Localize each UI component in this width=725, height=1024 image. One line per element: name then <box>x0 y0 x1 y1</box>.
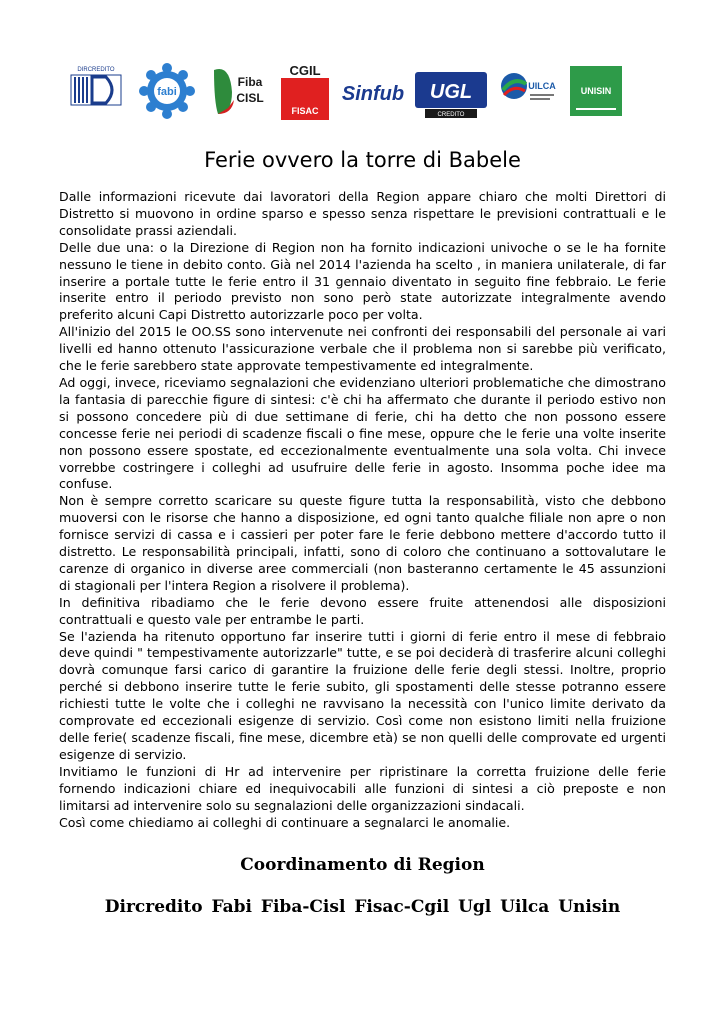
dircredito-logo <box>68 62 124 120</box>
paragraph: Non è sempre corretto scaricare su queste figure tutta la responsabilità, visto che debbono muoversi con le risorse che hanno a disposizione, ed ogni tanto qualche filiale non apre o non fornisce servizi di cassa e i cassieri per poter fare le ferie debbono mettere d'accordo tutto il distretto. Le responsabilità principali, infatti, sono di coloro che continuano a sottovalutare le carenze di organico in diverse aree commerciali (non basteranno certamente le 45 assunzioni di stagionali per l'intera Region a risolvere il problema). <box>59 493 666 593</box>
union-logos-strip <box>68 62 628 120</box>
svg-text:FISAC: FISAC <box>291 106 319 116</box>
svg-text:CGIL: CGIL <box>289 63 321 78</box>
document-title: Ferie ovvero la torre di Babele <box>204 148 521 172</box>
ugl-credito-logo <box>413 62 489 120</box>
svg-text:fabi: fabi <box>157 86 177 98</box>
paragraph: Delle due una: o la Direzione di Region non ha fornito indicazioni univoche o se le ha fornite nessuno le tiene in debito conto. Già nel 2014 l'azienda ha scelto , in maniera unilaterale, di far inserire a portale tutte le ferie entro il 31 gennaio diventato in seguito fine febbraio. Le ferie inserite entro il periodo previsto non sono però state autorizzate integralmente avendo preferito alcuni Capi Distretto autorizzarle poco per volta. <box>59 239 666 323</box>
fabi-logo <box>138 62 196 120</box>
svg-text:UNISIN: UNISIN <box>580 86 612 96</box>
svg-text:CREDITO: CREDITO <box>437 112 465 118</box>
svg-text:DIRCREDITO: DIRCREDITO <box>77 67 115 73</box>
uilca-logo <box>498 62 556 120</box>
paragraph: Dalle informazioni ricevute dai lavoratori della Region appare chiaro che molti Direttori di Distretto si muovono in ordine sparso e spesso senza rispettare le previsioni contrattuali e le consolidate prassi aziendali. <box>59 189 666 238</box>
sinfub-logo <box>342 62 404 120</box>
svg-text:UILCA: UILCA <box>528 81 556 91</box>
svg-text:CISL: CISL <box>236 91 264 105</box>
paragraph: Così come chiediamo ai colleghi di continuare a segnalarci le anomalie. <box>59 814 511 830</box>
svg-text:Sinfub: Sinfub <box>342 83 404 105</box>
fiba-cisl-logo <box>210 62 266 120</box>
paragraph: In definitiva ribadiamo che le ferie devono essere fruite attenendosi alle disposizioni contrattuali e questo vale per entrambe le parti. <box>59 594 666 627</box>
paragraph: Invitiamo le funzioni di Hr ad intervenire per ripristinare la corretta fruizione delle ferie fornendo indicazioni chiare ed inequivocabili alle funzioni di sintesi a ciò preposte e non limitarsi ad intervenire solo su segnalazioni delle organizzazioni sindacali. <box>59 763 666 813</box>
document-body <box>59 189 666 831</box>
paragraph: Se l'azienda ha ritenuto opportuno far inserire tutti i giorni di ferie entro il mese di febbraio deve quindi " tempestivamente autorizzarle" tutte, e se poi deciderà di trasferire alcuni colleghi dovrà comunque farsi carico di garantire la fruizione delle ferie degli stessi. Inoltre, proprio perché si debbono inserire tutte le ferie subito, gli spostamenti delle stesse potranno essere richiesti tutte le volte che i colleghi ne ravvisano la necessità con l'unico limite derivato da comprovate ed eccezionali esigenze di servizio. Così come non esistono limiti nella fruizione delle ferie( scadenze fiscali, fine mese, dicembre età) se non quelli delle comprovate ed urgenti esigenze di servizio. <box>59 628 666 762</box>
svg-text:UGL: UGL <box>429 81 473 103</box>
paragraph: All'inizio del 2015 le OO.SS sono intervenute nei confronti dei responsabili del personale ai vari livelli ed hanno ottenuto l'assicurazione verbale che il problema non si sarebbe più verificato, che le ferie sarebbero state approvate tempestivamente ed integralmente. <box>59 324 666 374</box>
fisac-cgil-logo <box>280 62 330 120</box>
paragraph: Ad oggi, invece, riceviamo segnalazioni che evidenziano ulteriori problematiche che dimostrano la fantasia di parecchie figure di sintesi: c'è chi ha affermato che durante il periodo estivo non si possono concedere più di due settimane di ferie, chi ha detto che non possono essere concesse ferie nei periodi di scadenze fiscali o fine mese, oppure che le ferie una volte inserite non possono essere spostate, ed eccezionalmente eventualmente una sola volta. Chi invece vorrebbe costringere i colleghi ad usufruire delle ferie in agosto. Insomma poche idee ma confuse. <box>59 374 666 492</box>
unisin-logo <box>568 62 626 120</box>
svg-text:Fiba: Fiba <box>237 75 263 89</box>
signatories: Dircredito Fabi Fiba-Cisl Fisac-Cgil Ugl Uilca Unisin <box>104 897 621 917</box>
coordination-heading: Coordinamento di Region <box>240 855 485 875</box>
